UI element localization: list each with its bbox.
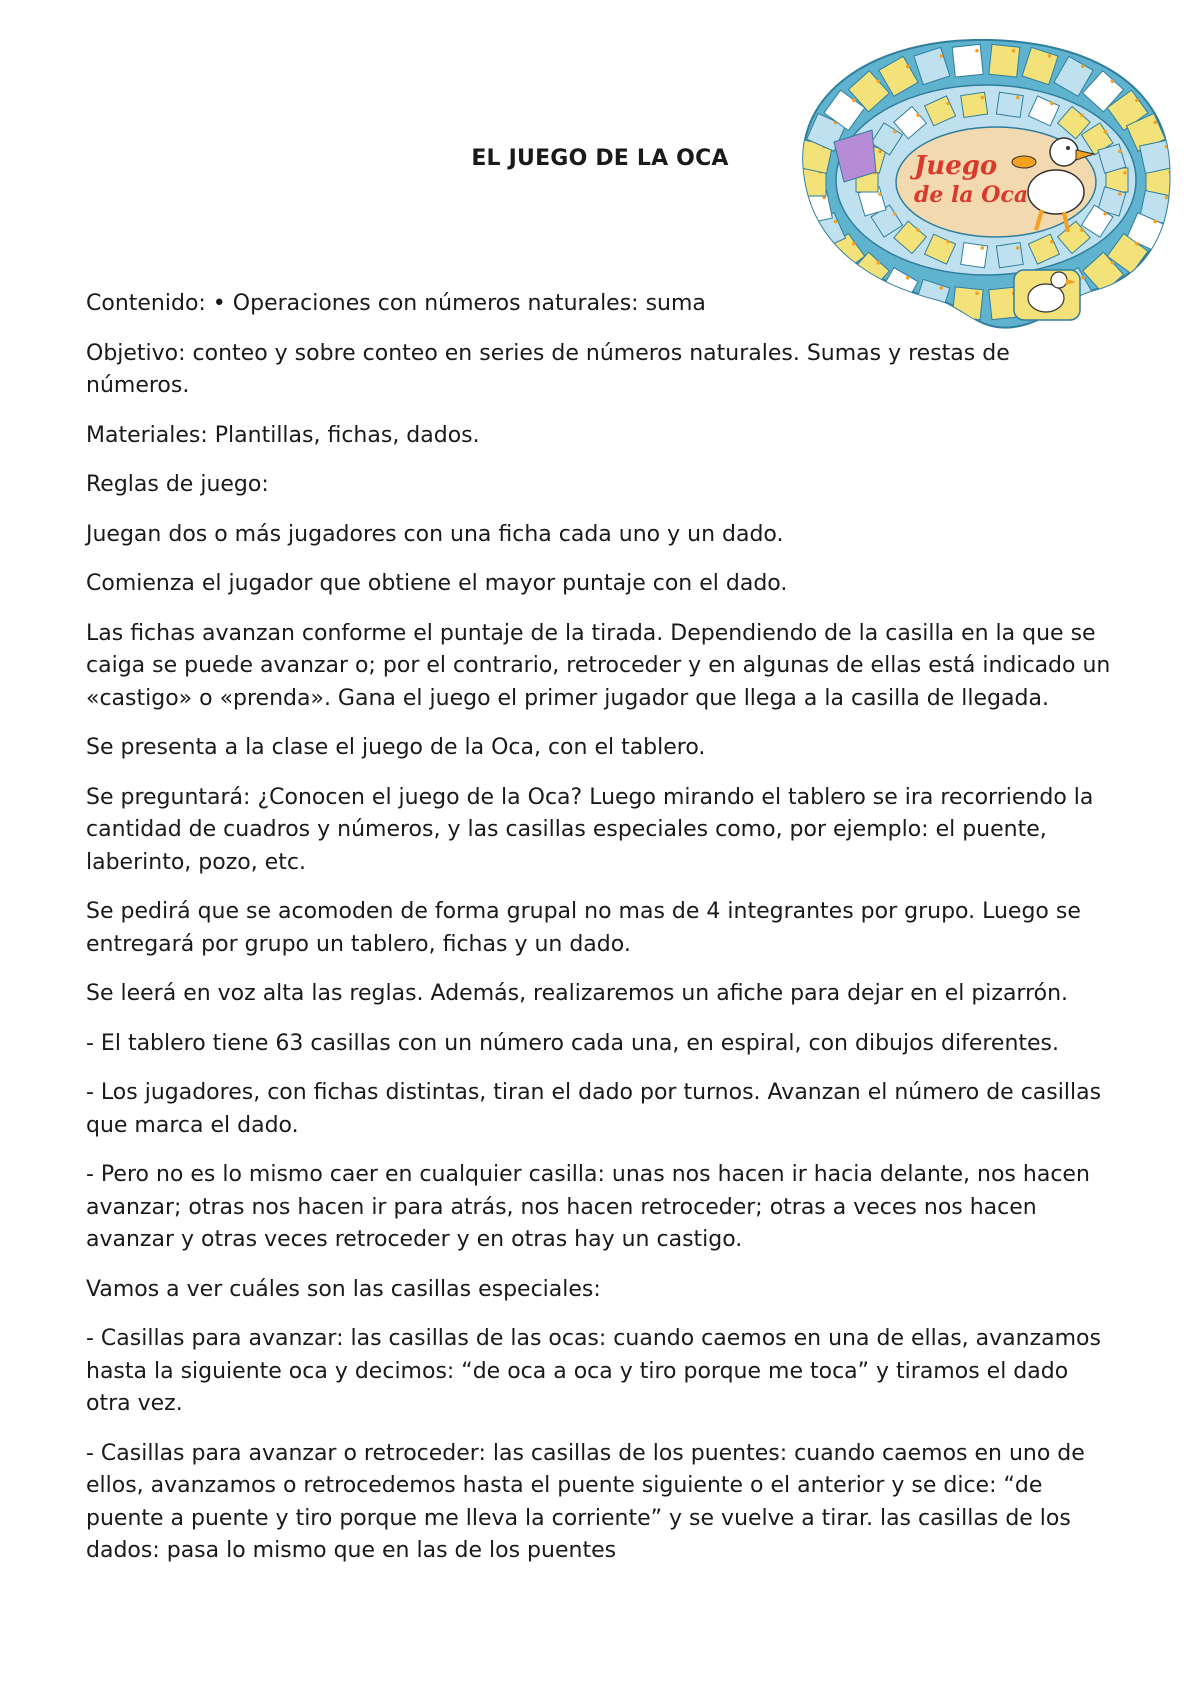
board-square-marker (1103, 212, 1107, 216)
board-square-marker (1153, 220, 1157, 224)
paragraph: Las fichas avanzan conforme el puntaje de la tirada. Dependiendo de la casilla en la que se caiga se puede avanzar o; por el contrario, retroceder y en algunas de ellas está indicado un «castigo» o «prenda». Gana el juego el primer jugador que llega a la casilla de llegada. (86, 620, 1111, 711)
board-square-marker (1135, 99, 1139, 103)
board-square-marker (980, 96, 984, 100)
board-square-marker (1050, 102, 1054, 106)
board-square-marker (1103, 130, 1107, 134)
board-square (961, 243, 988, 268)
board-square-marker (1048, 54, 1052, 58)
board-square-marker (916, 113, 920, 117)
board-square-marker (1050, 240, 1054, 244)
board-square-marker (906, 65, 910, 69)
paragraph: Vamos a ver cuáles son las casillas especiales: (86, 1276, 601, 1302)
board-square-marker (876, 80, 880, 84)
paragraph: Se preguntará: ¿Conocen el juego de la Oca? Luego mirando el tablero se ira recorriendo la cantidad de cuadros y números, y las casillas especiales como, por ejemplo: el puente, laberinto, pozo, etc. (86, 784, 1094, 875)
board-square-marker (980, 246, 984, 250)
board-square (989, 44, 1020, 77)
board-logo-text: de la Oca (914, 182, 1029, 208)
paragraph-list-item: - Casillas para avanzar o retroceder: las casillas de los puentes: cuando caemos en uno de ellos, avanzamos o retrocedemos hasta el puente siguiente o el anterior y se dice: “de puente a puente y tiro porque me lleva la corriente” y se vuelve a tirar. las casillas de los dados: pasa lo mismo que en las de los puentes (86, 1440, 1085, 1563)
board-square-marker (1080, 228, 1084, 232)
board-square-marker (1081, 276, 1085, 280)
board-square-marker (946, 102, 950, 106)
board-square-marker (852, 99, 856, 103)
board-square-marker (1135, 242, 1139, 246)
board-square-marker (1123, 171, 1127, 175)
board-square-marker (1016, 246, 1020, 250)
board-square-marker (1118, 192, 1122, 196)
paragraph: Se presenta a la clase el juego de la Oca, con el tablero. (86, 735, 706, 760)
board-square-marker (834, 220, 838, 224)
board-square-marker (940, 54, 944, 58)
board-square-marker (878, 192, 882, 196)
document-title: EL JUEGO DE LA OCA (471, 146, 729, 171)
board-square (996, 243, 1023, 268)
paragraph: Se pedirá que se acomoden de forma grupal no mas de 4 integrantes por grupo. Luego se entregará por grupo un tablero, fichas y un dado. (86, 899, 1081, 957)
paragraph-objetivo: Objetivo: conteo y sobre conteo en series de números naturales. Sumas y restas de números. (86, 340, 1010, 398)
paragraph: Se leerá en voz alta las reglas. Además, realizaremos un afiche para dejar en el pizarrón. (86, 981, 1069, 1006)
board-square-marker (916, 228, 920, 232)
paragraph-list-item: - El tablero tiene 63 casillas con un número cada una, en espiral, con dibujos diferentes. (86, 1030, 1060, 1056)
board-square-marker (1111, 80, 1115, 84)
board-square-marker (893, 212, 897, 216)
board-square-marker (852, 242, 856, 246)
paragraph-list-item: - Casillas para avanzar: las casillas de las ocas: cuando caemos en una de ellas, avanzamos hasta la siguiente oca y decimos: “de oca a oca y tiro porque me toca” y tiramos el dado otra vez. (86, 1326, 1101, 1416)
board-square (961, 92, 988, 117)
board-logo-text: Juego (914, 151, 998, 181)
board-square-marker (946, 240, 950, 244)
document-body (86, 288, 1116, 1585)
board-square (952, 44, 983, 77)
board-square-marker (1080, 113, 1084, 117)
board-square-marker (906, 276, 910, 280)
board-square-marker (1153, 121, 1157, 125)
paragraph-list-item: - Pero no es lo mismo caer en cualquier casilla: unas nos hacen ir hacia delante, nos hacen avanzar; otras nos hacen ir para atrás, nos hacen retroceder; otras a veces nos hacen avanzar y otras veces retroceder y en otras hay un castigo. (86, 1162, 1090, 1252)
paragraph-list-item: - Los jugadores, con fichas distintas, tiran el dado por turnos. Avanzan el número de casillas que marca el dado. (86, 1080, 1102, 1138)
paragraph: Juegan dos o más jugadores con una ficha cada uno y un dado. (86, 521, 784, 547)
paragraph-reglas-heading: Reglas de juego: (86, 472, 269, 497)
paragraph-contenido: Contenido: • Operaciones con números naturales: suma (86, 291, 706, 316)
board-square-marker (1111, 261, 1115, 265)
board-square-marker (876, 261, 880, 265)
paragraph: Comienza el jugador que obtiene el mayor puntaje con el dado. (86, 571, 788, 596)
board-square-marker (893, 130, 897, 134)
board-square-marker (1081, 65, 1085, 69)
board-square-marker (975, 49, 979, 53)
board-square-marker (1016, 96, 1020, 100)
board-square-marker (1165, 196, 1169, 200)
paragraph-materiales: Materiales: Plantillas, fichas, dados. (86, 422, 480, 448)
board-square (996, 92, 1023, 117)
board-square-marker (1012, 49, 1016, 53)
